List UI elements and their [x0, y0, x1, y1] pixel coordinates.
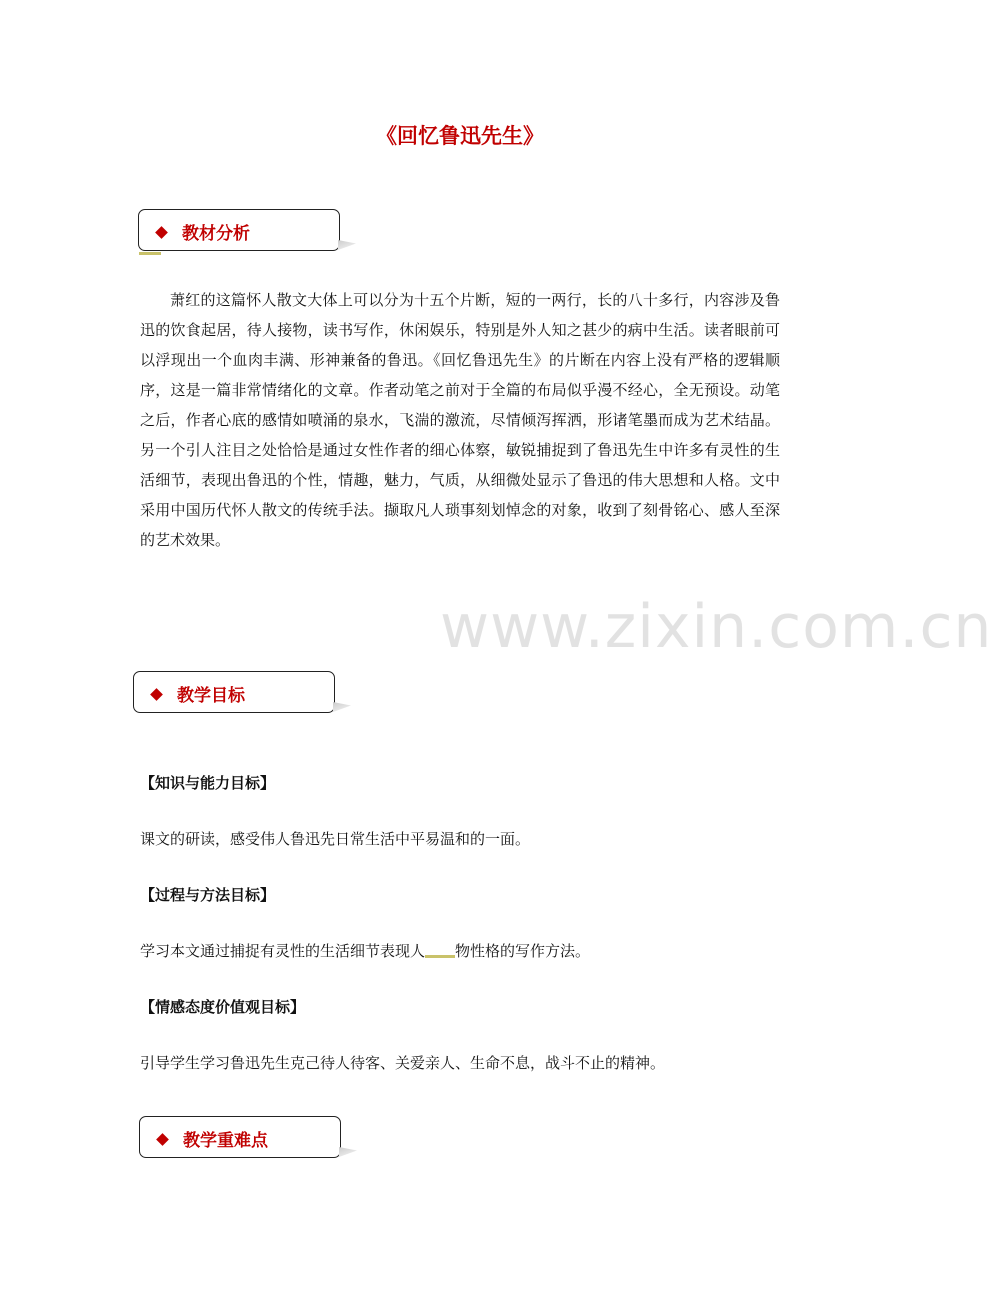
- section-header-textbook-analysis: [138, 209, 340, 251]
- section-shadow: [339, 1147, 357, 1157]
- emotion-heading: 【情感态度价值观目标】: [140, 998, 306, 1016]
- section-label: 教材分析: [157, 219, 250, 244]
- highlight-mark: [139, 252, 161, 255]
- analysis-paragraph: 萧红的这篇怀人散文大体上可以分为十五个片断，短的一两行，长的八十多行，内容涉及鲁迅的饮食起居，待人接物，读书写作，休闲娱乐，特别是外人知之甚少的病中生活。读者眼前可以浮现出一个血肉丰满、形神兼备的鲁迅。《回忆鲁迅先生》的片断在内容上没有严格的逻辑顺序，这是一篇非常情绪化的文章。作者动笔之前对于全篇的布局似乎漫不经心，全无预设。动笔之后，作者心底的感情如喷涌的泉水，飞湍的激流，尽情倾泻挥洒，形诸笔墨而成为艺术结晶。另一个引人注目之处恰恰是通过女性作者的细心体察，敏锐捕捉到了鲁迅先生中许多有灵性的生活细节，表现出鲁迅的个性，情趣，魅力，气质，从细微处显示了鲁迅的伟大思想和人格。文中采用中国历代怀人散文的传统手法。撷取凡人琐事刻划悼念的对象，收到了刻骨铭心、感人至深的艺术效果。: [140, 291, 780, 549]
- knowledge-heading: 【知识与能力目标】: [140, 774, 276, 792]
- process-text-part-a: 学习本文通过捕捉有灵性的生活细节表现人: [140, 942, 426, 960]
- document-title: 《回忆鲁迅先生》: [376, 124, 544, 148]
- process-text: [140, 940, 790, 961]
- watermark: www.zixin.com.cn: [440, 592, 992, 662]
- section-header-key-points: [139, 1116, 341, 1158]
- highlight-mark: [425, 955, 455, 958]
- section-header-teaching-goals: [133, 671, 335, 713]
- section-label: 教学重难点: [158, 1126, 268, 1151]
- process-text-part-b: 物性格的写作方法。: [455, 942, 591, 960]
- section-label: 教学目标: [152, 681, 245, 706]
- diamond-bullet-icon: [150, 688, 163, 701]
- process-heading: 【过程与方法目标】: [140, 886, 276, 904]
- knowledge-text: 课文的研读，感受伟人鲁迅先日常生活中平易温和的一面。: [140, 830, 531, 848]
- diamond-bullet-icon: [156, 1133, 169, 1146]
- section-shadow: [338, 240, 356, 250]
- emotion-text: 引导学生学习鲁迅先生克己待人待客、关爱亲人、生命不息，战斗不止的精神。: [140, 1054, 666, 1072]
- diamond-bullet-icon: [155, 226, 168, 239]
- section-shadow: [333, 702, 351, 712]
